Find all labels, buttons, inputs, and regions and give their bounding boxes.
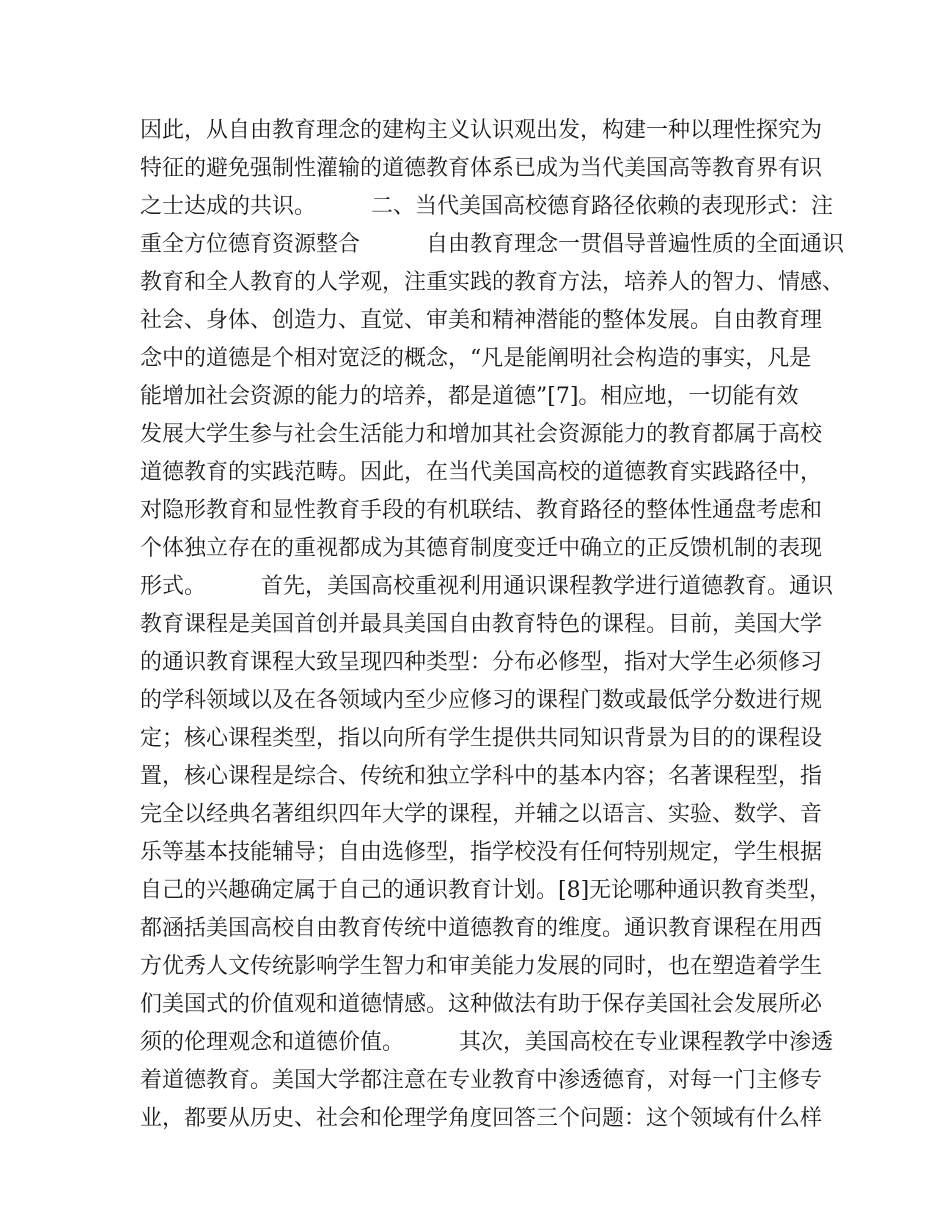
text-line: 的学科领域以及在各领域内至少应修习的课程门数或最低学分数进行规	[140, 688, 823, 713]
text-line: 能增加社会资源的能力的培养，都是道德”[7]。相应地，一切能有效	[140, 384, 799, 409]
text-line: 念中的道德是个相对宽泛的概念，“凡是能阐明社会构造的事实，凡是	[140, 346, 812, 371]
text-line: 的通识教育课程大致呈现四种类型：分布必修型，指对大学生必须修习	[140, 650, 823, 675]
text-line: 完全以经典名著组织四年大学的课程，并辅之以语言、实验、数学、音	[140, 802, 823, 827]
text-line: 因此，从自由教育理念的建构主义认识观出发，构建一种以理性探究为	[140, 118, 823, 143]
text-line: 社会、身体、创造力、直觉、审美和精神潜能的整体发展。自由教育理	[140, 308, 823, 333]
text-line: 业，都要从历史、社会和伦理学角度回答三个问题：这个领域有什么样	[140, 1106, 823, 1131]
text-line: 乐等基本技能辅导；自由选修型，指学校没有任何特别规定，学生根据	[140, 840, 823, 865]
text-line: 形式。 首先，美国高校重视利用通识课程教学进行道德教育。通识	[140, 574, 834, 599]
text-line: 重全方位德育资源整合 自由教育理念一贯倡导普遍性质的全面通识	[140, 232, 845, 257]
text-line: 们美国式的价值观和道德情感。这种做法有助于保存美国社会发展所必	[140, 992, 823, 1017]
text-line: 教育和全人教育的人学观，注重实践的教育方法，培养人的智力、情感、	[140, 270, 845, 295]
text-line: 置，核心课程是综合、传统和独立学科中的基本内容；名著课程型，指	[140, 764, 823, 789]
text-line: 须的伦理观念和道德价值。 其次，美国高校在专业课程教学中渗透	[140, 1030, 834, 1055]
text-line: 方优秀人文传统影响学生智力和审美能力发展的同时，也在塑造着学生	[140, 954, 823, 979]
text-line: 之士达成的共识。 二、当代美国高校德育路径依赖的表现形式：注	[140, 194, 834, 219]
text-line: 特征的避免强制性灌输的道德教育体系已成为当代美国高等教育界有识	[140, 156, 823, 181]
text-line: 自己的兴趣确定属于自己的通识教育计划。[8]无论哪种通识教育类型，	[140, 878, 832, 903]
body-text	[140, 112, 845, 1138]
text-line: 发展大学生参与社会生活能力和增加其社会资源能力的教育都属于高校	[140, 422, 823, 447]
text-line: 教育课程是美国首创并最具美国自由教育特色的课程。目前，美国大学	[140, 612, 823, 637]
text-line: 都涵括美国高校自由教育传统中道德教育的维度。通识教育课程在用西	[140, 916, 823, 941]
text-line: 着道德教育。美国大学都注意在专业教育中渗透德育，对每一门主修专	[140, 1068, 823, 1093]
text-line: 道德教育的实践范畴。因此，在当代美国高校的道德教育实践路径中，	[140, 460, 823, 485]
text-line: 个体独立存在的重视都成为其德育制度变迁中确立的正反馈机制的表现	[140, 536, 823, 561]
text-line: 定；核心课程类型，指以向所有学生提供共同知识背景为目的的课程设	[140, 726, 823, 751]
text-line: 对隐形教育和显性教育手段的有机联结、教育路径的整体性通盘考虑和	[140, 498, 823, 523]
